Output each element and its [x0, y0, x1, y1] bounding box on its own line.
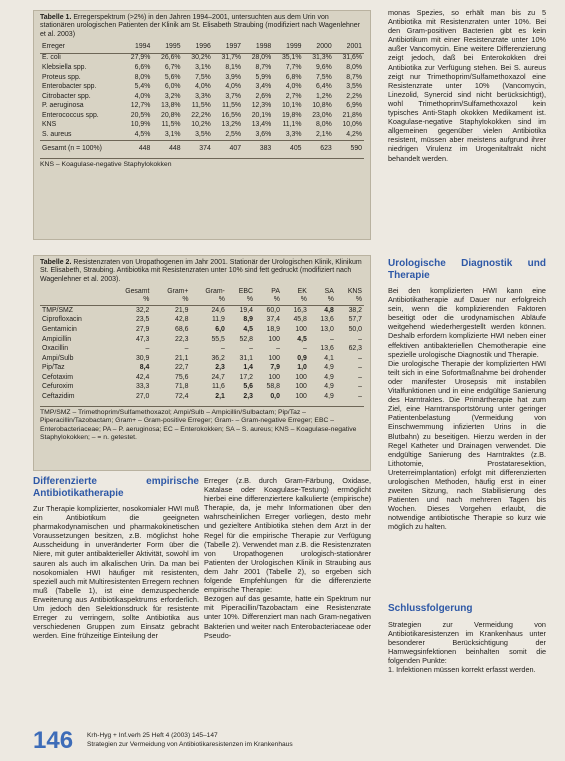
- table-row: [40, 373, 364, 383]
- row-label: Cefotaxim: [42, 373, 74, 381]
- table-cell: 23,0%: [312, 111, 332, 119]
- table-cell: 407: [213, 141, 243, 154]
- table-cell: 383: [243, 141, 273, 154]
- column-header: [336, 287, 364, 306]
- table-2-caption-text: Resistenzraten von Uropathogenen im Jahr 2001. Stationär der Urologischen Klinik, Klinikum St. Elisabeth, Straubing. Antibiotika mit Resistenzraten unter 10% sind fett gedruckt (modifiziert nach Wagenlehner et al. 2003).: [40, 259, 362, 283]
- table-cell: 42,4: [135, 373, 150, 381]
- row-label: Enterobacter spp.: [42, 83, 97, 91]
- column-header-label: KNS: [347, 288, 362, 296]
- column-header-unit: %: [300, 296, 307, 304]
- table-cell: 11,5%: [191, 102, 211, 110]
- table-cell: 8,0%: [316, 121, 332, 129]
- column-header: [40, 287, 108, 306]
- table-2: [40, 287, 364, 402]
- table-cell: –: [358, 383, 362, 391]
- table-cell: 32,2: [135, 306, 150, 314]
- table-cell: 36,2: [211, 354, 225, 362]
- body-column-3-middle: [388, 258, 546, 596]
- table-cell: 13,6: [320, 316, 334, 324]
- table-cell: 75,6: [175, 373, 189, 381]
- paragraph: Strategien zur Vermeidung von Antibiotikaresistenzen im Krankenhaus unter besonderer Berücksichtigung der Harnwegsinfektionen beinhalten somit die folgenden Punkte: 1. Infektionen müssen korrekt erfasst werden.: [388, 619, 546, 674]
- row-label: P. aeruginosa: [42, 102, 84, 110]
- table-2-caption: [40, 259, 364, 284]
- table-cell: 50,0: [348, 325, 362, 333]
- table-cell: –: [358, 335, 362, 343]
- column-header: 1998: [243, 42, 273, 53]
- table-row: [40, 63, 364, 73]
- column-header-unit: %: [143, 296, 150, 304]
- column-header: 1996: [183, 42, 213, 53]
- table-row: [40, 383, 364, 393]
- table-cell: 4,5: [297, 335, 307, 343]
- table-cell: 31,7%: [221, 54, 242, 62]
- table-cell: 448: [152, 141, 182, 154]
- table-cell: 1,4: [243, 364, 253, 372]
- table-row: [40, 83, 364, 93]
- section-heading-diagnostik: Urologische Diagnostik und Therapie: [388, 258, 546, 281]
- column-header-unit: %: [218, 296, 225, 304]
- row-label: Oxacillin: [42, 345, 69, 353]
- table-cell: 405: [273, 141, 303, 154]
- table-cell: 0,0: [270, 393, 280, 401]
- table-cell: 72,4: [175, 393, 189, 401]
- column-header: [309, 287, 336, 306]
- table-cell: 623: [304, 141, 334, 154]
- table-cell: –: [276, 345, 280, 353]
- table-cell: 33,3: [135, 383, 150, 391]
- table-cell: 26,6%: [161, 54, 181, 62]
- table-cell: 100: [268, 354, 280, 362]
- table-cell: 22,7: [175, 364, 189, 372]
- table-cell: –: [358, 364, 362, 372]
- row-label: Citrobacter spp.: [42, 92, 91, 100]
- table-cell: 31,3%: [312, 54, 332, 62]
- table-row: [40, 131, 364, 141]
- table-cell: 11,5%: [222, 102, 242, 110]
- body-column-2: [204, 476, 371, 726]
- table-cell: 20,8%: [161, 111, 181, 119]
- table-cell: 2,5%: [225, 131, 242, 139]
- table-cell: 21,1: [175, 354, 189, 362]
- table-row: [40, 121, 364, 131]
- table-1-note: KNS – Koagulase-negative Staphylokokken: [40, 158, 364, 169]
- body-column-1: [33, 476, 199, 726]
- table-cell: 7,5%: [195, 73, 211, 81]
- table-cell: 24,7: [211, 373, 225, 381]
- table-cell: 10,0%: [342, 121, 362, 129]
- table-cell: 12,3%: [251, 102, 272, 110]
- table-cell: 21,8%: [342, 111, 362, 119]
- table-cell: 8,9: [243, 316, 253, 324]
- table-cell: 19,4: [239, 306, 253, 314]
- table-cell: –: [358, 393, 362, 401]
- paragraph: Erreger (z.B. durch Gram-Färbung, Oxidase, Katalase oder Koagulase-Testung) ermöglicht hierbei eine differenziertere kalkulierte (empirische) Therapie, da, je mehr Informationen über den wahrscheinlichen Erreger vorliegen, desto mehr und gezieltere Antibiotika stehen dem Arzt in der Regel für die empirische Therapie zur Verfügung (Tabelle 2). Verwendet man z.B. die Resistenzraten von Uropathogenen urologisch-stationärer Patienten der Urologischen Klinik in Straubing aus dem Jahr 2001 (Tabelle 2), so ergeben sich folgende Empfehlungen für die differenzierte empirische Therapie: Bezogen auf das gesamte, hatte ein Spektrum nur mit Piperacillin/Tazobactam eine Resistenzrate unter 10%. Differenziert man nach Gram-negativen Bakterien und weiter nach Enterobacteriaceae oder Pseudo-: [204, 476, 371, 640]
- page-number: 146: [33, 727, 74, 754]
- table-cell: 448: [122, 141, 152, 154]
- row-label: Ciprofloxacin: [42, 316, 82, 324]
- table-cell: 68,6: [175, 325, 189, 333]
- table-cell: 31,1: [239, 354, 253, 362]
- table-cell: 4,9: [324, 393, 334, 401]
- table-cell: 10,9%: [130, 121, 151, 129]
- table-1: [40, 42, 364, 154]
- table-cell: 10,1%: [281, 102, 302, 110]
- table-cell: 6,6%: [134, 63, 151, 71]
- table-cell: 8,4: [139, 364, 150, 372]
- table-cell: 16,5%: [221, 111, 242, 119]
- table-cell: 28,0%: [251, 54, 272, 62]
- table-cell: 30,9: [135, 354, 150, 362]
- table-cell: 2,3: [243, 393, 253, 401]
- table-row: [40, 53, 364, 63]
- page-footer: [33, 728, 373, 756]
- column-header: [108, 287, 152, 306]
- table-cell: 3,3%: [195, 92, 211, 100]
- column-header: [151, 287, 190, 306]
- table-cell: 23,5: [135, 316, 150, 324]
- table-cell: 374: [183, 141, 213, 154]
- table-cell: 8,0%: [346, 63, 362, 71]
- table-2-title: Tabelle 2.: [40, 259, 72, 266]
- column-header-unit: %: [273, 296, 280, 304]
- table-cell: –: [249, 345, 253, 353]
- table-cell: –: [358, 354, 362, 362]
- table-cell: 3,7%: [225, 92, 242, 100]
- section-heading-schlussfolgerung: Schlussfolgerung: [388, 603, 473, 614]
- column-header-unit: %: [327, 296, 334, 304]
- table-cell: 13,6: [320, 345, 334, 353]
- column-header: [190, 287, 226, 306]
- table-cell: 35,1%: [281, 54, 302, 62]
- table-2-note: TMP/SMZ – Trimethoprim/Sulfamethoxazol; Ampi/Sulb – Ampicillin/Sulbactam; Pip/Taz – Piperacillin/Tazobactam; Gram+ – Gram-positive Erreger; Gram- – Gram-negative Erreger; EBC – Enterobacteriaceae; PA – P. aeruginosa; EC – Enterokokken; SA – S. aureus; KNS – Koagulase-negative Staphylokokken; – = n. getestet.: [40, 406, 364, 442]
- table-cell: 6,4%: [316, 83, 332, 91]
- table-cell: 6,9%: [346, 102, 362, 110]
- column-header-label: EBC: [238, 288, 253, 296]
- table-cell: 22,2%: [191, 111, 211, 119]
- column-header: [227, 287, 255, 306]
- column-header: [282, 287, 309, 306]
- table-cell: –: [329, 335, 334, 343]
- table-row: [40, 335, 364, 345]
- table-cell: 4,1: [324, 354, 334, 362]
- table-cell: 4,0%: [195, 83, 211, 91]
- table-cell: 5,4%: [134, 83, 151, 91]
- row-label: Gesamt (n = 100%): [40, 141, 122, 154]
- table-cell: 2,1%: [316, 131, 332, 139]
- row-label: Ampi/Sulb: [42, 354, 74, 362]
- column-header-label: EK: [297, 288, 307, 296]
- table-cell: 18,9: [266, 325, 280, 333]
- table-cell: –: [145, 345, 150, 353]
- row-label: Ampicillin: [42, 335, 72, 343]
- paragraph: Zur Therapie komplizierter, nosokomialer HWI muß ein Antibiotikum die geeigneten pharmakodynamischen und pharmakokinetischen Voraussetzungen besitzen, z.B. möglichst hohe Ausscheidung in unveränderter Form über die Niere, mit guter antibakterieller Aktivität, sowohl im sauren als auch im alkalischen Urin. Da man bei nosokomialen HWI häufiger mit resistenten, speziell auch mit Multiresistenten Erregern rechnen muß (Tabelle 1), ist eine demzuspechende Erweiterung aus Antibiotikaspektrums erforderlich. Um jedoch den Selektionsdruck für resistente Erreger zu verringern, sollte Antibiotika aus verschiedenen Gruppen zum Einsatz gebracht werden. Eine frühzeitige Einteilung der: [33, 504, 199, 641]
- table-cell: 71,8: [175, 383, 189, 391]
- table-cell: –: [358, 373, 362, 381]
- table-cell: 5,6%: [164, 73, 181, 81]
- table-cell: 2,6%: [255, 92, 272, 100]
- table-cell: 20,1%: [251, 111, 272, 119]
- table-cell: 21,9: [175, 306, 189, 314]
- row-label: Cefuroxim: [42, 383, 74, 391]
- column-header-label: Gesamt: [125, 288, 150, 296]
- column-header-label: PA: [271, 288, 280, 296]
- row-label: Enterococcus spp.: [42, 111, 99, 119]
- table-cell: 9,6%: [316, 63, 332, 71]
- table-2-box: [33, 255, 371, 471]
- row-label: E. coli: [42, 54, 61, 62]
- table-cell: 10,2%: [191, 121, 211, 129]
- table-cell: 4,5%: [134, 131, 151, 139]
- table-cell: 3,9%: [225, 73, 242, 81]
- table-cell: 8,7%: [346, 73, 362, 81]
- table-cell: 4,0%: [285, 83, 302, 91]
- table-cell: 27,9%: [130, 54, 151, 62]
- table-cell: 4,0%: [134, 92, 151, 100]
- table-cell: 2,2%: [346, 92, 362, 100]
- table-row: [40, 306, 364, 316]
- table-cell: 4,2%: [346, 131, 362, 139]
- table-cell: 100: [268, 335, 280, 343]
- table-row: [40, 354, 364, 364]
- row-label: Klebsiella spp.: [42, 63, 87, 71]
- table-cell: 5,9%: [255, 73, 272, 81]
- paragraph: monas Spezies, so erhält man bis zu 5 Antibiotika mit Resistenzraten unter 10%. Bei den Gram-positiven Bacterien gibt es kein Antibiotikum mit einer Resistenzrate unter 10% außer Vancomycin. Eine weitere Differenzierung zeigt jedoch, daß bei Enterokokken drei Antibiotika zur Verfügung stehen. Bei S. aureus zeigt nur Trimethoprim/Sulfamethoxazol eine Resistenzrate unter 10% (Vancomycin, Linezolid, Synercid sind nicht berücksichtigt), wohl Trimethoprim/Sulfamethoxazol kein typisches Anti-Staph okokken Medikament ist. Koagulase-negative Staphylokokken sind im allgemeinen gegenüber vielen Antibiotika resistent, müssen aber meistens aufgrund ihrer niedrigen Virulenz im Urogenitaltrakt nicht behandelt werden.: [388, 8, 546, 163]
- table-cell: 4,9: [324, 373, 334, 381]
- table-cell: 11,1%: [282, 121, 302, 129]
- table-row: [40, 345, 364, 355]
- table-cell: –: [221, 345, 225, 353]
- table-cell: 2,1: [215, 393, 225, 401]
- table-cell: 2,7%: [285, 92, 302, 100]
- table-cell: 22,3: [175, 335, 189, 343]
- table-cell: 17,2: [239, 373, 253, 381]
- table-cell: 45,8: [293, 316, 307, 324]
- table-cell: 1,0: [297, 364, 307, 372]
- table-cell: 100: [295, 373, 307, 381]
- table-cell: 31,6%: [342, 54, 362, 62]
- body-column-3-bottom: [388, 603, 546, 728]
- table-cell: 6,8%: [285, 73, 302, 81]
- table-row: [40, 316, 364, 326]
- table-cell: 3,5%: [346, 83, 362, 91]
- table-cell: 42,8: [175, 316, 189, 324]
- body-column-3-top: [388, 8, 546, 234]
- column-header: 1994: [122, 42, 152, 53]
- table-cell: 7,9: [270, 364, 280, 372]
- table-cell: 13,0: [320, 325, 334, 333]
- table-cell: 3,3%: [285, 131, 302, 139]
- table-cell: 62,3: [348, 345, 362, 353]
- journal-citation: Krh-Hyg + Inf.verh 25 Heft 4 (2003) 145–147: [87, 732, 218, 739]
- table-cell: 13,4%: [251, 121, 272, 129]
- table-cell: 13,8%: [161, 102, 181, 110]
- table-cell: 3,6%: [255, 131, 272, 139]
- table-row: [40, 102, 364, 112]
- table-cell: 12,7%: [130, 102, 151, 110]
- table-1-header-row: [40, 42, 364, 53]
- table-cell: 20,5%: [130, 111, 151, 119]
- table-cell: 8,7%: [255, 63, 272, 71]
- table-cell: 38,2: [348, 306, 362, 314]
- table-row: [40, 111, 364, 121]
- table-1-title: Tabelle 1.: [40, 14, 72, 21]
- table-cell: 4,8: [324, 306, 334, 314]
- table-cell: 7,7%: [285, 63, 302, 71]
- table-row: [40, 393, 364, 403]
- table-cell: 47,3: [135, 335, 150, 343]
- row-label: TMP/SMZ: [42, 306, 74, 314]
- table-cell: 10,8%: [312, 102, 332, 110]
- table-cell: 100: [295, 383, 307, 391]
- table-row: [40, 92, 364, 102]
- table-cell: 3,4%: [255, 83, 272, 91]
- table-cell: 11,5%: [161, 121, 181, 129]
- table-cell: 3,1%: [195, 63, 211, 71]
- column-header: 2001: [334, 42, 364, 53]
- table-cell: 52,8: [239, 335, 253, 343]
- table-cell: 7,5%: [316, 73, 332, 81]
- table-cell: 6,0%: [164, 83, 181, 91]
- table-cell: 6,0: [215, 325, 225, 333]
- article-running-title: Strategien zur Vermeidung von Antibiotikaresistenzen im Krankenhaus: [87, 741, 293, 748]
- table-cell: 30,2%: [191, 54, 211, 62]
- column-header-unit: %: [182, 296, 189, 304]
- table-cell: 58,8: [266, 383, 280, 391]
- table-cell: 27,0: [135, 393, 150, 401]
- column-header: 1999: [273, 42, 303, 53]
- table-cell: 55,5: [211, 335, 225, 343]
- table-cell: 4,0%: [225, 83, 242, 91]
- table-cell: 8,0%: [134, 73, 151, 81]
- table-cell: 100: [295, 325, 307, 333]
- table-cell: 5,6: [243, 383, 253, 391]
- table-cell: 11,6: [211, 383, 225, 391]
- column-header: 2000: [304, 42, 334, 53]
- table-cell: 3,5%: [195, 131, 211, 139]
- table-cell: 1,2%: [316, 92, 332, 100]
- table-cell: 11,9: [211, 316, 225, 324]
- table-cell: 3,2%: [164, 92, 181, 100]
- column-header-label: SA: [324, 288, 334, 296]
- table-row: [40, 73, 364, 83]
- table-row: [40, 364, 364, 374]
- table-total-row: [40, 141, 364, 154]
- table-cell: 6,7%: [164, 63, 181, 71]
- row-label: Ceftazidim: [42, 393, 75, 401]
- column-header: [255, 287, 282, 306]
- table-cell: 24,6: [211, 306, 225, 314]
- column-header-label: Gram-: [205, 288, 225, 296]
- table-cell: 590: [334, 141, 364, 154]
- column-header: Erreger: [40, 42, 122, 53]
- row-label: Pip/Taz: [42, 364, 65, 372]
- table-cell: –: [303, 345, 307, 353]
- row-label: KNS: [42, 121, 57, 129]
- row-label: Proteus spp.: [42, 73, 81, 81]
- table-cell: 37,4: [266, 316, 280, 324]
- table-cell: 13,2%: [221, 121, 242, 129]
- table-1-caption-text: Erregerspektrum (>2%) in den Jahren 1994–2001, untersuchten aus dem Urin von stationären urologischen Patienten der Klinik am St. Elisabeth Straubing (modifiziert nach Wagenlehner et al. 2003): [40, 14, 360, 38]
- table-cell: 8,1%: [225, 63, 242, 71]
- section-heading-empirische-therapie: Differenzierte empirische Antibiotikatherapie: [33, 476, 199, 499]
- table-1-box: [33, 10, 371, 240]
- column-header-unit: %: [355, 296, 362, 304]
- row-label: S. aureus: [42, 131, 72, 139]
- table-1-caption: [40, 14, 364, 39]
- table-cell: 19,8%: [281, 111, 302, 119]
- column-header: 1995: [152, 42, 182, 53]
- table-cell: 4,9: [324, 383, 334, 391]
- table-cell: 4,5: [243, 325, 253, 333]
- table-cell: 4,9: [324, 364, 334, 372]
- row-label: Gentamicin: [42, 325, 77, 333]
- table-cell: 60,0: [266, 306, 280, 314]
- paragraph: Bei den komplizierten HWI kann eine Antibiotikatherapie auf Dauer nur erfolgreich sein, wenn die komplizierenden Faktoren beseitigt oder die urodynamischen Abläufe weitgehend wiederhergestellt werden können. Deshalb erfordern komplizierte HWI neben einer effektiven antibakteriellen Chemotherapie eine spezielle urologische Diagnostik und Therapie. Die urologische Therapie der komplizierten HWI teilt sich in eine Sofortmaßnahme bei drohender oder manifester Urosepsis mit instabilen Vitalfunktionen und in eine endgültige Sanierung des Harntraktes. Die Primärtherapie hat zum Ziel, eine Harntransportstörung unter geringer Patientenbelastung (Vermeidung von Einschwemmung infizierten Urins in die Blutbahn) zu beseitigen. Hierzu werden in der Regel Katheter und Drainagen verwendet. Die endgültige Sanierung des Harntraktes (z.B. Lithotomie, Prostataresektion, Ureterreimplantation) erfolgt mit differenzierten urologischen Methoden, häufig erst in einer zweiten Sitzung, nach Stabilisierung des Patienten und nach mehreren Tagen bis Wochen. Dieses Vorgehen erlaubt, die notwendige antibiotische Therapie so kurz wie möglich zu halten.: [388, 286, 546, 532]
- table-row: [40, 325, 364, 335]
- table-2-header-row: [40, 287, 364, 306]
- table-cell: –: [184, 345, 189, 353]
- column-header: 1997: [213, 42, 243, 53]
- table-cell: 0,9: [297, 354, 307, 362]
- table-cell: 16,3: [293, 306, 307, 314]
- table-cell: 57,7: [348, 316, 362, 324]
- column-header-label: Gram+: [167, 288, 189, 296]
- column-header-unit: %: [246, 296, 253, 304]
- table-cell: 27,9: [135, 325, 150, 333]
- table-cell: 3,1%: [164, 131, 181, 139]
- table-cell: 100: [295, 393, 307, 401]
- table-cell: 100: [268, 373, 280, 381]
- table-cell: 2,3: [215, 364, 225, 372]
